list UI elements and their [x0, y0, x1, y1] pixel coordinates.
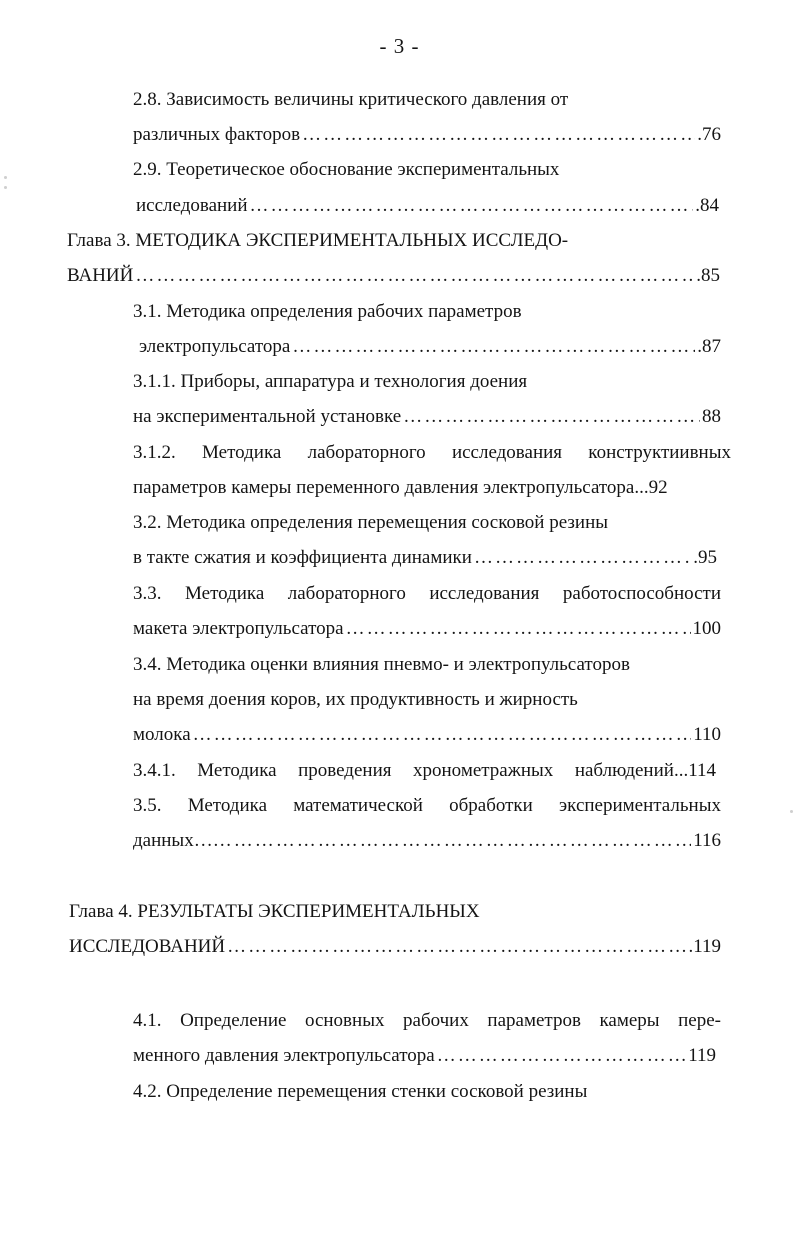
toc-page-number: 116 — [693, 830, 721, 851]
toc-entry-3-2-cont — [133, 546, 717, 570]
toc-entry-text: на экспериментальной установке — [133, 406, 402, 427]
toc-entry-text: электропульсатора — [139, 336, 291, 357]
toc-page-number: .85 — [696, 265, 720, 286]
leader-dots — [346, 617, 691, 641]
toc-entry-3-1-2-cont: параметров камеры переменного давления электропульсатора...92 — [133, 477, 668, 498]
toc-page-number: .76 — [697, 124, 721, 145]
toc-entry-text: ВАНИЙ — [67, 265, 134, 286]
toc-entry-2-9: 2.9. Теоретическое обоснование экспериментальных — [133, 159, 560, 180]
toc-page-number: .87 — [697, 336, 721, 357]
toc-entry-text: ИССЛЕДОВАНИЙ — [69, 936, 226, 957]
toc-entry-4-1: 4.1. Определение основных рабочих параметров камеры пере- — [133, 1010, 721, 1031]
toc-page-number: 110 — [693, 724, 721, 745]
toc-entry-text: исследований — [136, 195, 248, 216]
toc-entry-3-5: 3.5. Методика математической обработки экспериментальных — [133, 795, 721, 816]
leader-dots — [227, 935, 686, 959]
toc-entry-3-4-cont — [133, 723, 721, 747]
toc-page-number: 100 — [692, 618, 721, 639]
toc-entry-3-1-2: 3.1.2. Методика лабораторного исследования конструктиивных — [133, 442, 731, 463]
toc-entry-3-1-1-cont — [133, 405, 721, 429]
toc-entry-3-4: 3.4. Методика оценки влияния пневмо- и электропульсаторов — [133, 654, 630, 675]
leader-dots — [302, 123, 695, 147]
leader-dots — [135, 264, 694, 288]
toc-entry-2-8: 2.8. Зависимость величины критического давления от — [133, 89, 569, 110]
toc-chapter-4: Глава 4. РЕЗУЛЬТАТЫ ЭКСПЕРИМЕНТАЛЬНЫХ — [69, 901, 480, 922]
toc-entry-3-1-cont — [139, 335, 721, 359]
toc-entry-3-1-1: 3.1.1. Приборы, аппаратура и технология доения — [133, 371, 528, 392]
toc-entry-4-2: 4.2. Определение перемещения стенки сосковой резины — [133, 1081, 588, 1102]
toc-entry-2-8-cont — [133, 123, 721, 147]
toc-chapter-3-cont — [67, 264, 720, 288]
toc-entry-text: в такте сжатия и коэффициента динамики — [133, 547, 472, 568]
leader-dots — [474, 546, 691, 570]
toc-entry-3-1: 3.1. Методика определения рабочих параметров — [133, 301, 522, 322]
toc-entry-3-3-cont — [133, 617, 721, 641]
toc-chapter-4-cont — [69, 935, 721, 959]
leader-dots — [234, 829, 692, 853]
scan-speck — [4, 186, 7, 189]
toc-entry-2-9-cont — [136, 194, 719, 218]
toc-entry-3-3: 3.3. Методика лабораторного исследования работоспособности — [133, 583, 721, 604]
leader-dots — [250, 194, 694, 218]
toc-entry-4-1-cont — [133, 1044, 716, 1068]
toc-chapter-3: Глава 3. МЕТОДИКА ЭКСПЕРИМЕНТАЛЬНЫХ ИССЛЕДО- — [67, 230, 569, 251]
toc-page-number: .119 — [688, 936, 721, 957]
leader-dots — [292, 335, 695, 359]
leader-dots — [403, 405, 700, 429]
toc-entry-3-4-line2: на время доения коров, их продуктивность и жирность — [133, 689, 578, 710]
toc-entry-text: различных факторов — [133, 124, 301, 145]
toc-page-number: 88 — [702, 406, 721, 427]
toc-page-number: .95 — [693, 547, 717, 568]
toc-page-number: 119 — [688, 1045, 716, 1066]
toc-entry-3-5-cont — [133, 829, 721, 853]
leader-dots — [437, 1044, 686, 1068]
scan-speck — [4, 176, 7, 179]
toc-entry-text: макета электропульсатора — [133, 618, 344, 639]
toc-entry-text: данных…… — [133, 830, 232, 851]
toc-entry-text: молока — [133, 724, 191, 745]
toc-entry-text: менного давления электропульсатора — [133, 1045, 435, 1066]
page-number: - 3 - — [379, 34, 420, 58]
scan-speck — [790, 810, 793, 813]
leader-dots — [193, 723, 692, 747]
toc-entry-3-4-1: 3.4.1. Методика проведения хронометражных наблюдений...114 — [133, 760, 716, 781]
toc-entry-3-2: 3.2. Методика определения перемещения сосковой резины — [133, 512, 608, 533]
toc-page-number: .84 — [695, 195, 719, 216]
